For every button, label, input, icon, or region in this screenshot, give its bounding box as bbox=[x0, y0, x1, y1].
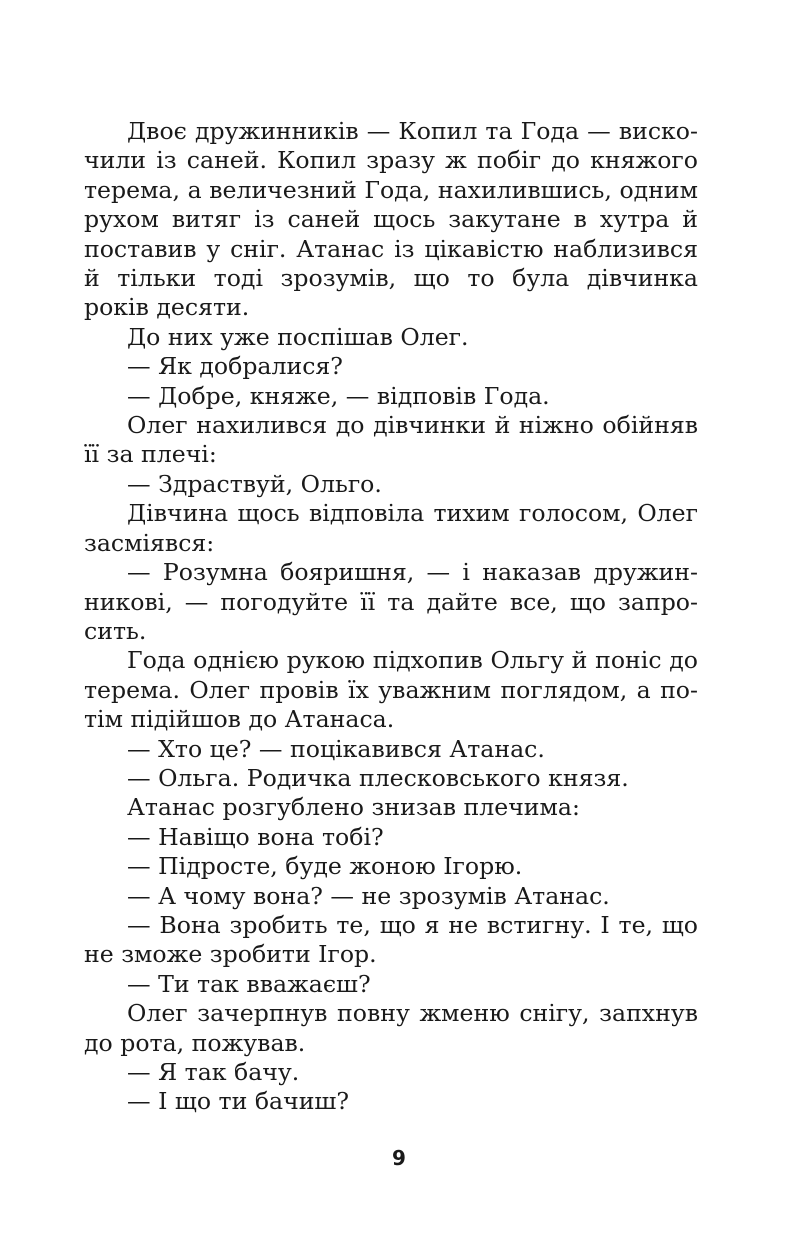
paragraph: Дівчина щось відповіла тихим голосом, Олег засміявся: bbox=[84, 499, 698, 557]
dialogue-line: — Вона зробить те, що я не встигну. І те, що не зможе зробити Ігор. bbox=[84, 910, 698, 969]
dialogue-line: — Як добралися? bbox=[127, 352, 343, 381]
dialogue-line: — Підросте, буде жоною Ігорю. bbox=[127, 852, 523, 881]
dialogue-line: — Здраствуй, Ольго. bbox=[127, 469, 382, 498]
paragraph: Атанас розгублено знизав плечима: bbox=[127, 793, 580, 822]
body-text bbox=[84, 117, 698, 1117]
dialogue-line: — Я так бачу. bbox=[127, 1058, 300, 1086]
paragraph: Двоє дружинників — Копил та Года — вискочили із саней. Копил зразу ж побіг до княжого терема, а величезний Года, нахилившись, одним рухом витяг із саней щось закутане в хутра й поставив у сніг. Атанас із цікавістю наблизився й тільки тоді зрозумів, що то була дівчинка років десяти. bbox=[84, 117, 698, 322]
dialogue-line: — Добре, княже, — відповів Года. bbox=[127, 381, 550, 410]
dialogue-line: — І що ти бачиш? bbox=[127, 1087, 350, 1116]
paragraph: Олег нахилився до дівчинки й ніжно обійняв її за плечі: bbox=[84, 411, 698, 469]
paragraph: Олег зачерпнув повну жменю снігу, запхнув до рота, пожував. bbox=[84, 999, 698, 1057]
paragraph: До них уже поспішав Олег. bbox=[127, 322, 469, 351]
dialogue-line: — Ольга. Родичка плесковського князя. bbox=[127, 763, 629, 792]
dialogue-line: — Розумна бояришня, — і наказав дружинникові, — погодуйте її та дайте все, що запросить. bbox=[84, 558, 698, 645]
dialogue-line: — Хто це? — поцікавився Атанас. bbox=[127, 734, 545, 763]
dialogue-line: — А чому вона? — не зрозумів Атанас. bbox=[127, 881, 610, 910]
dialogue-line: — Навіщо вона тобі? bbox=[127, 822, 384, 851]
paragraph: Года однією рукою підхопив Ольгу й поніс до терема. Олег провів їх уважним поглядом, а потім підійшов до Атанаса. bbox=[84, 646, 698, 734]
dialogue-line: — Ти так вважаєш? bbox=[127, 969, 371, 998]
page-number: 9 bbox=[392, 1146, 406, 1170]
